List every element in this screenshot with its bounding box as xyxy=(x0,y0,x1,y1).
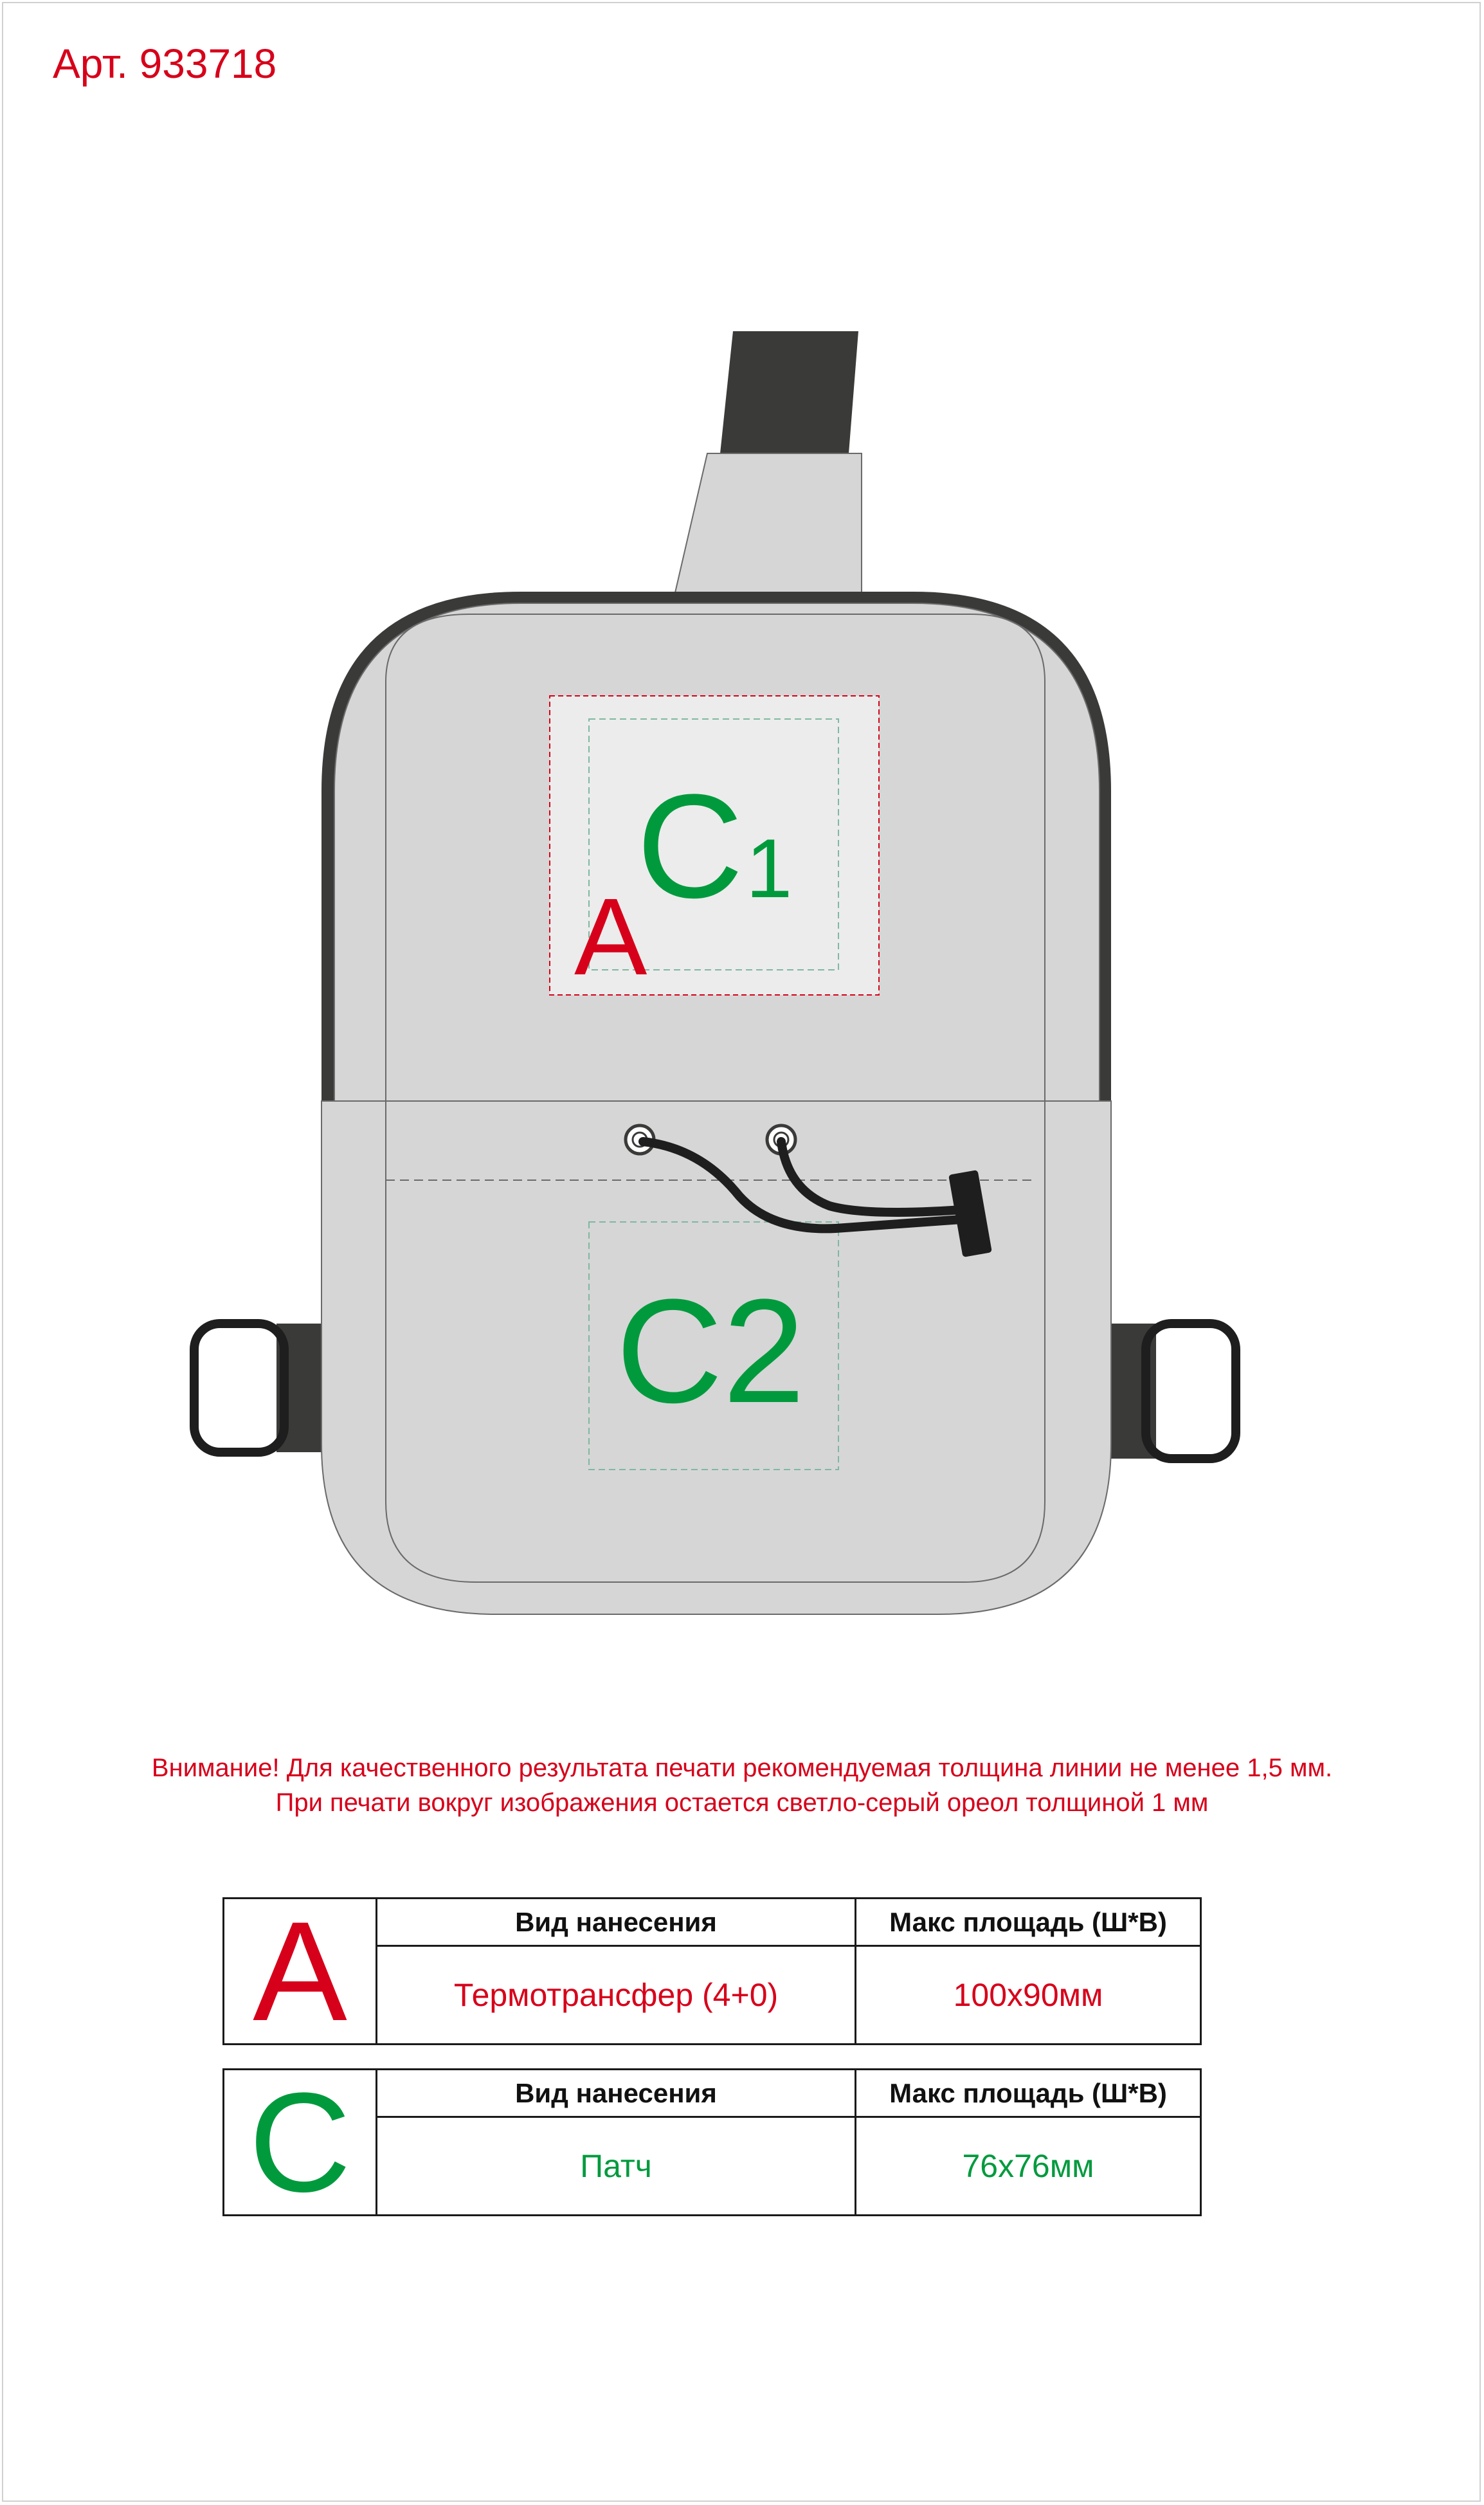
zone-c1-letter: C xyxy=(637,763,744,929)
method-value: Патч xyxy=(377,2118,856,2214)
left-ring-icon xyxy=(194,1324,284,1452)
size-value: 76x76мм xyxy=(962,2148,1094,2184)
article-number: Арт. 933718 xyxy=(53,41,277,87)
method-value: Термотрансфер (4+0) xyxy=(377,1947,856,2043)
strap-light xyxy=(674,453,862,598)
table-zone-a xyxy=(222,1892,1202,2050)
warning-line-1: Внимание! Для качественного результата печати рекомендуемая толщина линии не менее 1,5 мм. xyxy=(151,1754,1333,1782)
size-value: 100x90мм xyxy=(953,1977,1103,2013)
zone-c2-label: C2 xyxy=(616,1268,806,1434)
header-method: Вид нанесения xyxy=(377,2070,856,2118)
table-zone-c xyxy=(222,2063,1202,2221)
header-method: Вид нанесения xyxy=(377,1899,856,1947)
zone-a-letter: A xyxy=(574,876,647,998)
zone-c1-index: 1 xyxy=(746,821,793,915)
header-size: Макс площадь (Ш*В) xyxy=(856,2070,1200,2118)
strap-dark xyxy=(720,331,858,453)
table-letter: C xyxy=(224,2070,377,2214)
table-letter: A xyxy=(224,1899,377,2043)
warning-line-2: При печати вокруг изображения остается светло-серый ореол толщиной 1 мм xyxy=(275,1789,1209,1817)
header-size: Макс площадь (Ш*В) xyxy=(856,1899,1200,1947)
right-ring-icon xyxy=(1146,1324,1236,1459)
